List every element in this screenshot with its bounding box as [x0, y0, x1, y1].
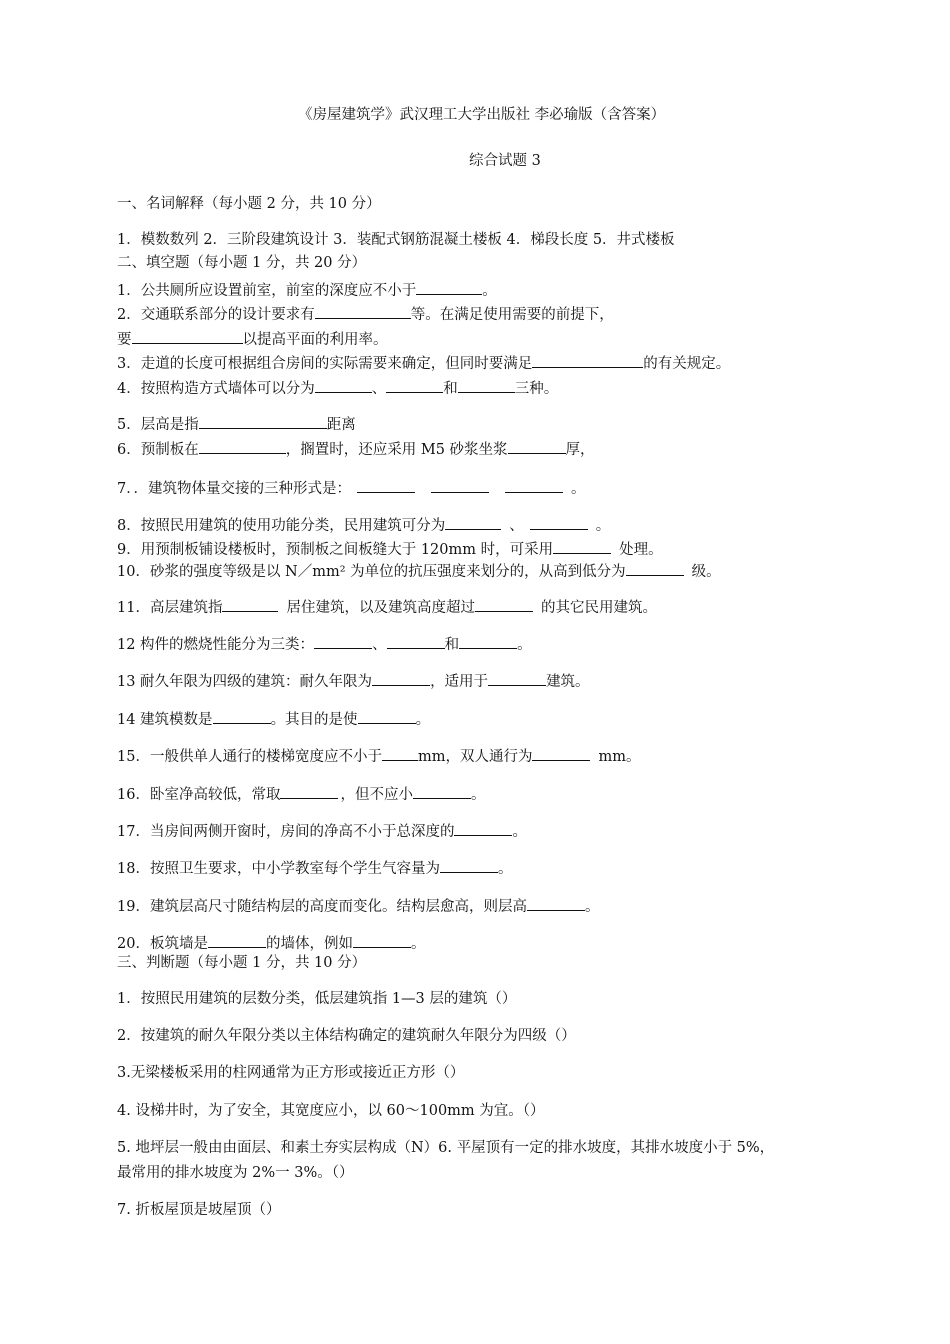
fill-q2-cont: 要 以提高平面的利用率。 [117, 329, 388, 348]
answer-blank [530, 515, 588, 530]
fill-q18: 18．按照卫生要求，中小学教室每个学生气容量为 。 [117, 858, 512, 877]
fill-q9: 9．用预制板铺设楼板时，预制板之间板缝大于 120mm 时，可采用 处理。 [117, 539, 663, 558]
answer-blank [314, 634, 372, 649]
answer-blank [454, 821, 512, 836]
section1-items: 1．模数数列 2．三阶段建筑设计 3．装配式钢筋混凝土楼板 4．梯段长度 5．井式楼板 [117, 232, 675, 248]
answer-blank [626, 561, 684, 576]
answer-blank [458, 378, 515, 393]
fill-q16: 16．卧室净高较低，常取 ，但不应小 。 [117, 784, 485, 803]
fill-q14: 14 建筑模数是 。其目的是使 。 [117, 709, 430, 728]
section2-heading: 二、填空题（每小题 1 分，共 20 分） [117, 255, 367, 271]
judge-q7: 7. 折板屋顶是坡屋顶（） [117, 1202, 281, 1218]
answer-blank [353, 933, 411, 948]
judge-q2: 2．按建筑的耐久年限分类以主体结构确定的建筑耐久年限分为四级（） [117, 1028, 576, 1044]
fill-q17: 17．当房间两侧开窗时，房间的净高不小于总深度的 。 [117, 821, 527, 840]
answer-blank [358, 709, 416, 724]
answer-blank [508, 439, 566, 454]
section1-heading: 一、名词解释（每小题 2 分，共 10 分） [117, 196, 381, 212]
fill-q15: 15．一般供单人通行的楼梯宽度应不小于 mm，双人通行为 mm。 [117, 746, 640, 765]
fill-q10: 10．砂浆的强度等级是以 N／mm² 为单位的抗压强度来划分的，从高到低分为 级。 [117, 561, 721, 580]
answer-blank [488, 671, 546, 686]
answer-blank [199, 414, 327, 429]
answer-blank [459, 634, 517, 649]
fill-q11: 11．高层建筑指 居住建筑，以及建筑高度超过 的其它民用建筑。 [117, 597, 657, 616]
answer-blank [532, 353, 643, 368]
answer-blank [315, 304, 411, 319]
fill-q6: 6．预制板在 ，搁置时，还应采用 M5 砂浆坐浆 厚， [117, 439, 595, 458]
fill-q12: 12 构件的燃烧性能分为三类： 、 和 。 [117, 634, 532, 653]
fill-q8: 8．按照民用建筑的使用功能分类，民用建筑可分为 、 。 [117, 515, 610, 534]
answer-blank [431, 478, 489, 493]
answer-blank [445, 515, 501, 530]
answer-blank [280, 784, 338, 799]
answer-blank [372, 671, 430, 686]
fill-q2: 2．交通联系部分的设计要求有 等。在满足使用需要的前提下， [117, 304, 614, 323]
book-title: 《房屋建筑学》武汉理工大学出版社 李必瑜版（含答案） [298, 107, 666, 123]
fill-q19: 19．建筑层高尺寸随结构层的高度而变化。结构层愈高，则层高 。 [117, 896, 599, 915]
answer-blank [416, 280, 482, 295]
fill-q20: 20．板筑墙是 的墙体，例如 。 [117, 933, 425, 952]
fill-q13: 13 耐久年限为四级的建筑：耐久年限为 ，适用于 建筑。 [117, 671, 590, 690]
answer-blank [315, 378, 372, 393]
answer-blank [386, 378, 443, 393]
answer-blank [222, 597, 278, 612]
fill-q7: 7．．建筑物体量交接的三种形式是： 。 [117, 478, 585, 497]
answer-blank [213, 709, 271, 724]
answer-blank [505, 478, 563, 493]
answer-blank [553, 539, 611, 554]
answer-blank [413, 784, 471, 799]
answer-blank [382, 746, 418, 761]
answer-blank [387, 634, 445, 649]
test-title: 综合试题 3 [469, 153, 541, 169]
section3-heading: 三、判断题（每小题 1 分，共 10 分） [117, 955, 367, 971]
judge-q5: 5. 地坪层一般由由面层、和素土夯实层构成（N）6. 平屋顶有一定的排水坡度，其排水坡度小于 5%， [117, 1140, 775, 1156]
fill-q5: 5．层高是指 距离 [117, 414, 356, 433]
fill-q1: 1．公共厕所应设置前室，前室的深度应不小于 。 [117, 280, 497, 299]
answer-blank [527, 896, 585, 911]
answer-blank [132, 329, 243, 344]
judge-q1: 1．按照民用建筑的层数分类，低层建筑指 1—3 层的建筑（） [117, 991, 517, 1007]
answer-blank [532, 746, 590, 761]
judge-q5-cont: 最常用的排水坡度为 2%一 3%。（） [117, 1165, 354, 1181]
answer-blank [357, 478, 415, 493]
fill-q4: 4．按照构造方式墙体可以分为 、 和 三种。 [117, 378, 558, 397]
judge-q4: 4. 设梯井时，为了安全，其宽度应小，以 60～100mm 为宜。（） [117, 1103, 545, 1119]
answer-blank [199, 439, 286, 454]
answer-blank [208, 933, 266, 948]
answer-blank [475, 597, 533, 612]
judge-q3: 3.无梁楼板采用的柱网通常为正方形或接近正方形（） [117, 1065, 465, 1081]
answer-blank [440, 858, 498, 873]
fill-q3: 3．走道的长度可根据组合房间的实际需要来确定，但同时要满足 的有关规定。 [117, 353, 730, 372]
